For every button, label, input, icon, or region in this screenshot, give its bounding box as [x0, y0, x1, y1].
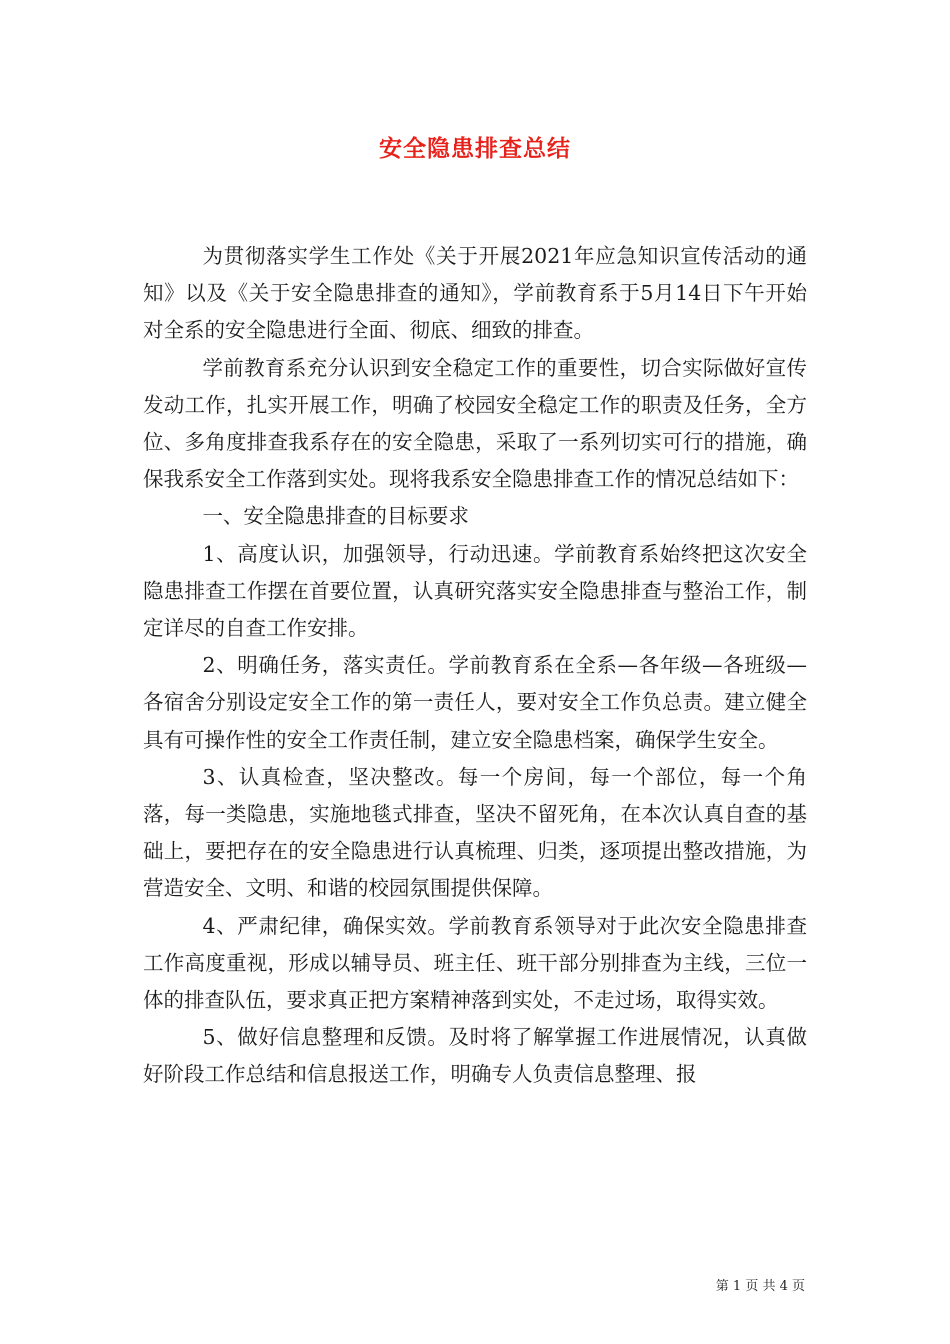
- document-title: 安全隐患排查总结: [379, 136, 571, 162]
- paragraph: 1、高度认识，加强领导，行动迅速。学前教育系始终把这次安全隐患排查工作摆在首要位置，认真研究落实安全隐患排查与整治工作，制定详尽的自查工作安排。: [143, 541, 807, 641]
- section-heading: 一、安全隐患排查的目标要求: [202, 504, 469, 529]
- paragraph: 2、明确任务，落实责任。学前教育系在全系—各年级—各班级—各宿舍分别设定安全工作的第一责任人，要对安全工作负总责。建立健全具有可操作性的安全工作责任制，建立安全隐患档案，确保学生安全。: [143, 653, 807, 752]
- document-body: [143, 238, 807, 1094]
- page-number: 第 1 页 共 4 页: [715, 1279, 805, 1294]
- paragraph: 5、做好信息整理和反馈。及时将了解掌握工作进展情况，认真做好阶段工作总结和信息报送工作，明确专人负责信息整理、报: [143, 1025, 807, 1087]
- paragraph: 3、认真检查，坚决整改。每一个房间，每一个部位，每一个角落，每一类隐患，实施地毯式排查，坚决不留死角，在本次认真自查的基础上，要把存在的安全隐患进行认真梳理、归类，逐项提出整改措施，为营造安全、文明、和谐的校园氛围提供保障。: [143, 764, 807, 901]
- paragraph: 4、严肃纪律，确保实效。学前教育系领导对于此次安全隐患排查工作高度重视，形成以辅导员、班主任、班干部分别排查为主线，三位一体的排查队伍，要求真正把方案精神落到实处，不走过场，取得实效。: [143, 913, 807, 1013]
- paragraph: 学前教育系充分认识到安全稳定工作的重要性，切合实际做好宣传发动工作，扎实开展工作，明确了校园安全稳定工作的职责及任务，全方位、多角度排查我系存在的安全隐患，采取了一系列切实可行的措施，确保我系安全工作落到实处。现将我系安全隐患排查工作的情况总结如下：: [143, 355, 807, 492]
- paragraph: 为贯彻落实学生工作处《关于开展2021年应急知识宣传活动的通知》以及《关于安全隐患排查的通知》，学前教育系于5月14日下午开始对全系的安全隐患进行全面、彻底、细致的排查。: [143, 244, 807, 343]
